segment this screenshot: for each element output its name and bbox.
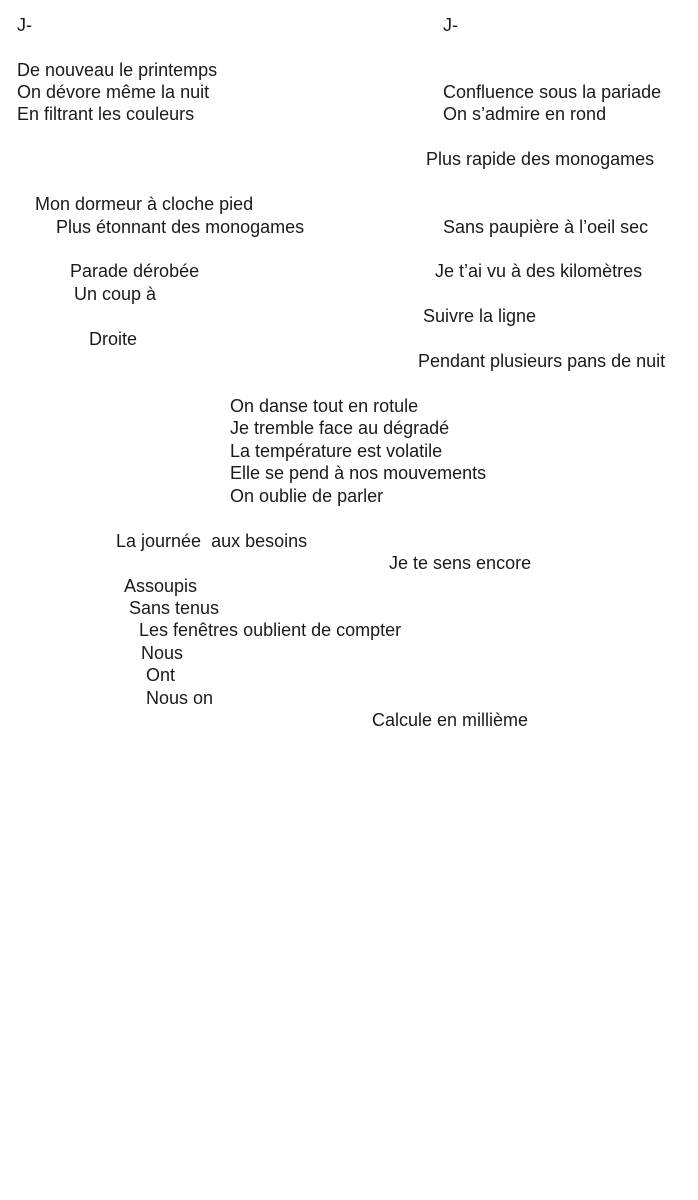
- left-line-coup: Un coup à: [74, 284, 157, 304]
- left-line-dormeur: Mon dormeur à cloche pied: [35, 194, 254, 214]
- left-line-etonnant: Plus étonnant des monogames: [56, 217, 305, 237]
- right-line-rapide: Plus rapide des monogames: [426, 149, 655, 169]
- right-line-paupiere: Sans paupière à l’oeil sec: [443, 217, 649, 237]
- lower-line-sens: Je te sens encore: [389, 553, 532, 573]
- center-line-temperature: La température est volatile: [230, 441, 443, 461]
- left-line-droite: Droite: [89, 329, 138, 349]
- right-line-pans: Pendant plusieurs pans de nuit: [418, 351, 666, 371]
- center-line-tremble: Je tremble face au dégradé: [230, 418, 450, 438]
- lower-line-tenus: Sans tenus: [129, 598, 220, 618]
- left-line-printemps: De nouveau le printemps: [17, 60, 218, 80]
- right-line-ligne: Suivre la ligne: [423, 306, 537, 326]
- left-line-devore: On dévore même la nuit: [17, 82, 210, 102]
- right-line-admire: On s’admire en rond: [443, 104, 607, 124]
- lower-line-nous: Nous: [141, 643, 184, 663]
- lower-line-assoupis: Assoupis: [124, 576, 198, 596]
- lower-line-ont: Ont: [146, 665, 176, 685]
- right-line-confluence: Confluence sous la pariade: [443, 82, 662, 102]
- center-line-pend: Elle se pend à nos mouvements: [230, 463, 487, 483]
- left-line-parade: Parade dérobée: [70, 261, 200, 281]
- left-header: J-: [17, 15, 32, 35]
- center-line-oublie: On oublie de parler: [230, 486, 384, 506]
- right-line-kilometres: Je t’ai vu à des kilomètres: [435, 261, 643, 281]
- left-line-filtrant: En filtrant les couleurs: [17, 104, 195, 124]
- center-line-danse: On danse tout en rotule: [230, 396, 419, 416]
- lower-line-journee: La journée aux besoins: [116, 531, 308, 551]
- lower-line-nous-on: Nous on: [146, 688, 214, 708]
- lower-line-calcule: Calcule en millième: [372, 710, 529, 727]
- right-header: J-: [443, 15, 458, 35]
- lower-line-fenetres: Les fenêtres oublient de compter: [139, 620, 402, 640]
